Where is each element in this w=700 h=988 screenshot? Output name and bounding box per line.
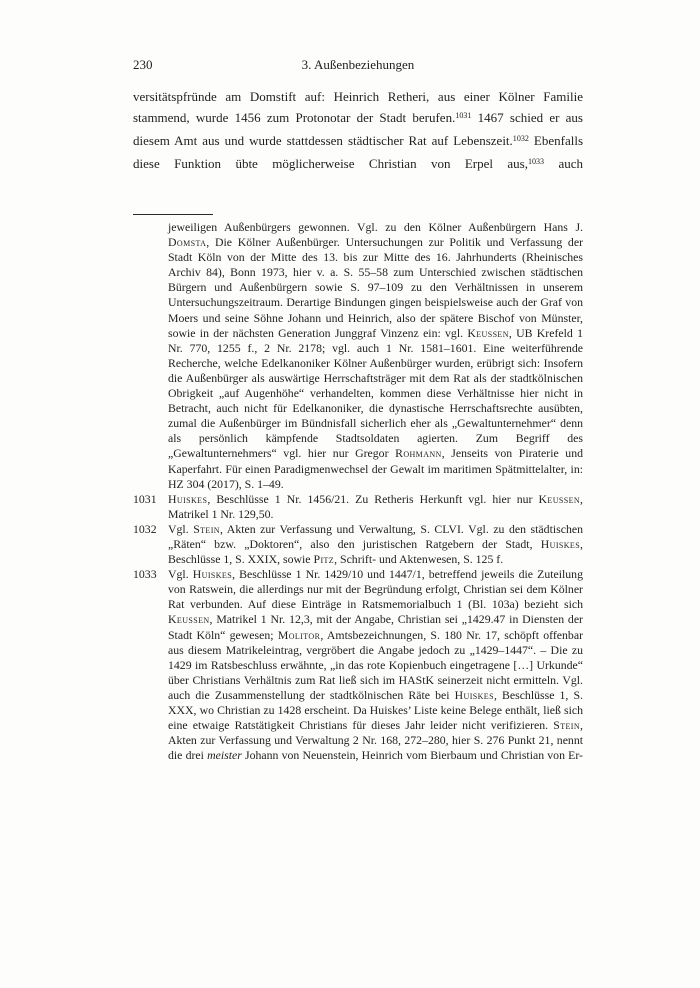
footnote-continuation <box>133 220 583 492</box>
footnote-number: 1033 <box>133 567 157 582</box>
smallcaps-name: Domsta <box>168 235 207 250</box>
footnote-separator <box>133 214 213 215</box>
footnotes-section <box>133 220 583 763</box>
smallcaps-name: Huiskes <box>454 687 494 702</box>
smallcaps-name: Huiskes <box>540 536 581 551</box>
footnote-text: Vgl. Huiskes, Beschlüsse 1 Nr. 1429/10 und 1447/1, betreffend jeweils die Zuteilung von Ratswein, die allerdings nur mit der Begründung erfolgt, Christian sei dem Kölner Rat verbunden. Auf diese Einträge in Ratsmemorialbuch 1 (Bl. 103a) bezieht sich Keussen, Matrikel 1 Nr. 12,3, mit der Angabe, Christian sei „1429.47 in Diensten der Stadt Köln“ gewesen; Molitor, Amtsbezeichnungen, S. 180 Nr. 17, schöpft offenbar aus diesem Matrikeleintrag, vergröbert die Angabe jedoch zu „1429–1447“. – Die zu 1429 im Ratsbeschluss erwähnte, „in das rote Kopienbuch eingetragene […] Urkunde“ über Christians Verhältnis zum Rat ließ sich im HAStK seinerzeit nicht ermitteln. Vgl. auch die Zusammenstellung der stadtkölnischen Räte bei Huiskes, Beschlüsse 1, S. XXX, wo Christian zu 1428 erscheint. Da Huiskes’ Liste keine Belege enthält, ließ sich eine etwaige Ratstätigkeit Christians für dieses Jahr leider nicht verifizieren. Stein, Akten zur Verfassung und Verwaltung 2 Nr. 168, 272–280, hier S. 276 Punkt 21, nennt die drei meister Johann von Neuenstein, Heinrich vom Bierbaum und Christian von Er- <box>168 567 583 763</box>
footnote-reference: 1031 <box>455 110 472 120</box>
smallcaps-name: Keussen <box>467 325 509 340</box>
smallcaps-name: Stein <box>553 718 581 733</box>
page-number: 230 <box>133 57 153 72</box>
footnote-text: jeweiligen Außenbürgers gewonnen. Vgl. zu den Kölner Außenbürgern Hans J. Domsta, Die Kölner Außenbürger. Untersuchungen zur Politik und Verfassung der Stadt Köln von der Mitte des 13. bis zur Mitte des 16. Jahrhunderts (Rheinisches Archiv 84), Bonn 1973, hier v. a. S. 55–58 zum Unterschied zwischen städtischen Bürgern und Außenbürgern sowie S. 97–109 zu den Verhältnissen in unserem Untersuchungszeitraum. Derartige Bindungen gingen beispielsweise auch der Graf von Moers und seine Söhne Johann und Heinrich, also der spätere Bischof von Münster, sowie in der nächsten Generation Junggraf Vinzenz ein: vgl. Keussen, UB Krefeld 1 Nr. 770, 1255 f., 2 Nr. 2178; vgl. auch 1 Nr. 1581–1601. Eine weiterführende Recherche, welche Edelkanoniker Kölner Außenbürger wurden, erübrigt sich: Insofern die Außenbürger als auswärtige Herrschaftsträger mit dem Rat als der stadtkölnischen Obrigkeit „auf Augenhöhe“ verhandelten, kommen diese Verhältnisse hier nicht in Betracht, auch nicht für Edelkanoniker, die dynastische Herrschaftsrechte ausübten, zumal die Außenbürger im Bündnisfall sicherlich eher als „Gewaltunternehmer“ denn als persönlich kämpfende Stadtsoldaten agierten. Zum Begriff des „Gewaltunternehmers“ vgl. hier nur Gregor Rohmann, Jenseits von Piraterie und Kaperfahrt. Für einen Paradigmenwechsel der Gewalt im maritimen Spätmittelalter, in: HZ 304 (2017), S. 1–49. <box>168 220 583 491</box>
footnote-reference: 1033 <box>527 156 545 166</box>
smallcaps-name: Rohmann <box>395 446 442 461</box>
page-header <box>133 57 583 74</box>
footnote-item <box>133 522 583 567</box>
footnote-number: 1031 <box>133 491 157 506</box>
footnote-text: Vgl. Stein, Akten zur Verfassung und Verwaltung, S. CLVI. Vgl. zu den städtischen „Räten“ bzw. „Doktoren“, also den juristischen Ratgebern der Stadt, Huiskes, Beschlüsse 1, S. XXIX, sowie Pitz, Schrift- und Aktenwesen, S. 125 f. <box>168 521 583 567</box>
italic-term: meister <box>207 748 242 763</box>
footnote-reference: 1032 <box>512 133 529 143</box>
smallcaps-name: Pitz <box>313 552 335 567</box>
running-head: 3. Außenbeziehungen <box>301 57 415 72</box>
smallcaps-name: Molitor <box>277 627 321 642</box>
footnote-item <box>133 567 583 763</box>
footnote-text: Huiskes, Beschlüsse 1 Nr. 1456/21. Zu Retheris Herkunft vgl. hier nur Keussen, Matrikel 1 Nr. 129,50. <box>168 491 583 521</box>
footnote-item <box>133 492 583 522</box>
smallcaps-name: Keussen <box>538 491 581 506</box>
footnote-number: 1032 <box>133 521 157 536</box>
smallcaps-name: Stein <box>193 521 220 536</box>
smallcaps-name: Keussen <box>168 612 210 627</box>
main-paragraph: versitätspfründe am Domstift auf: Heinrich Retheri, aus einer Kölner Familie stammend, wurde 1456 zum Protonotar der Stadt berufen.$^{1031}$ 1467 schied er aus diesem Amt aus und wurde stattdessen städtischer Rat auf Lebenszeit.$^{1032}$ Ebenfalls diese Funktion übte möglicherweise Christian von Erpel aus,$^{1033}$ auch <box>133 89 583 171</box>
smallcaps-name: Huiskes <box>192 567 233 582</box>
smallcaps-name: Huiskes <box>168 491 208 506</box>
